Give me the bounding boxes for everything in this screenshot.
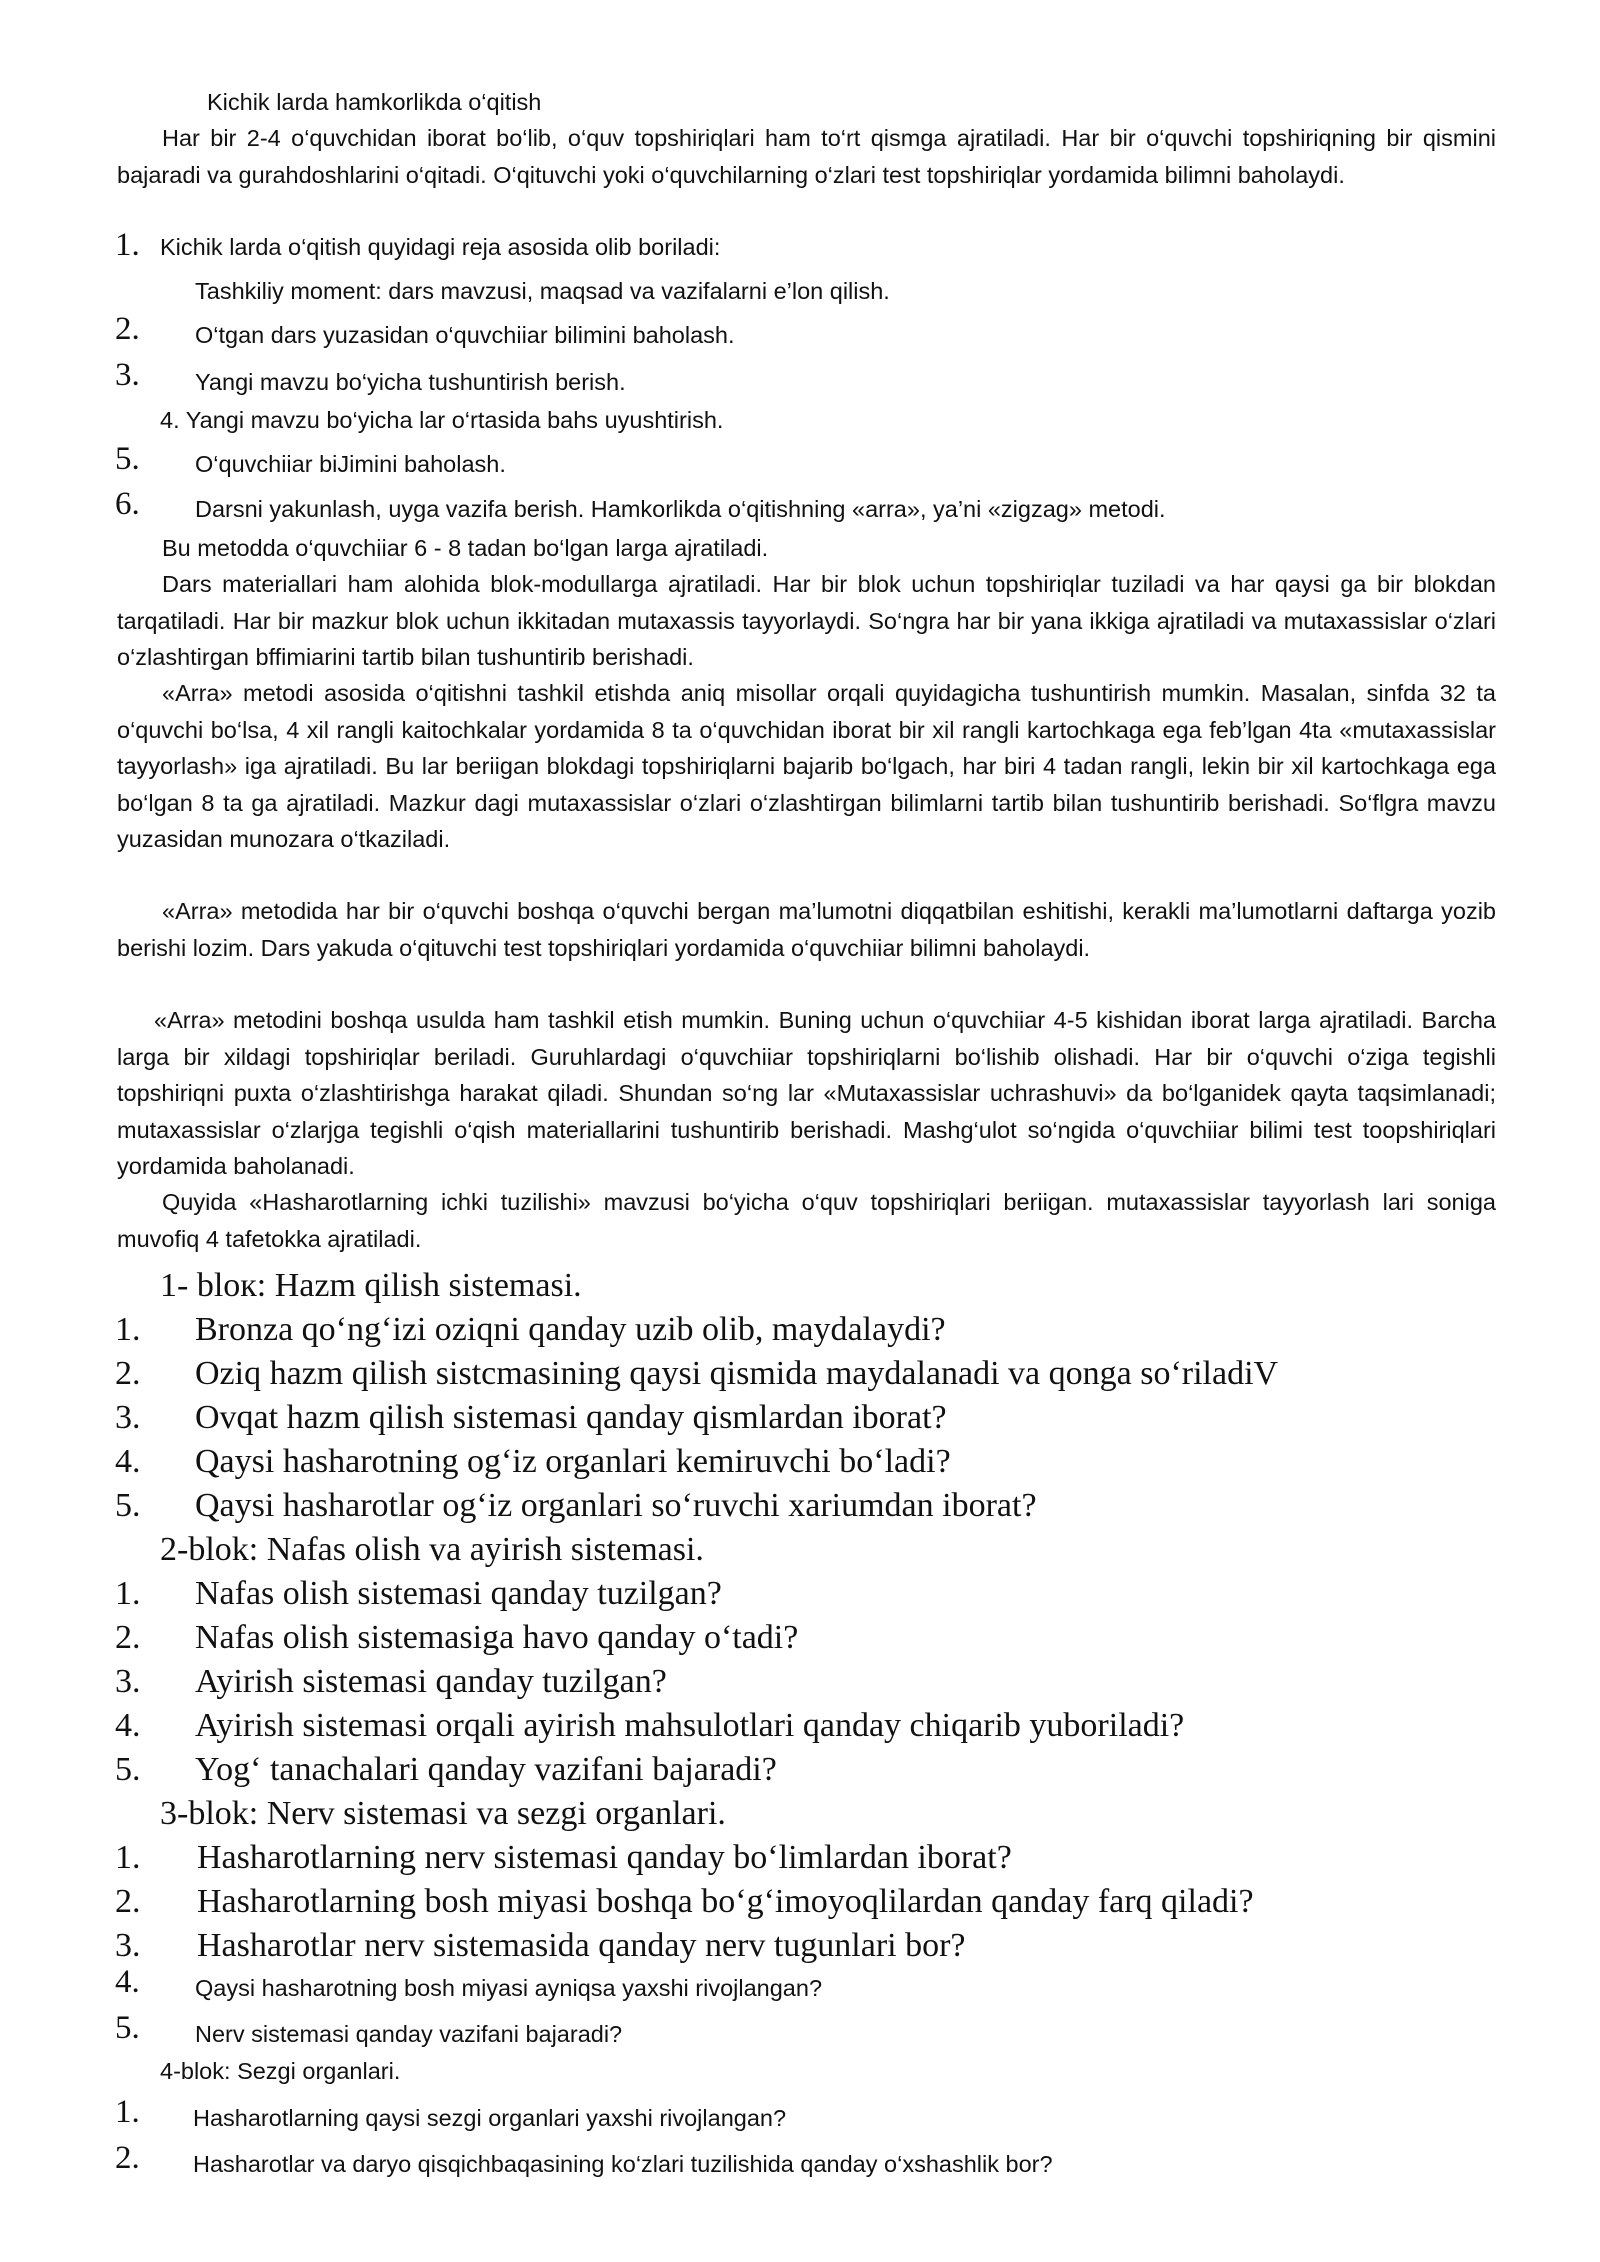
question-text: Yog‘ tanachalari qanday vazifani bajaradi? xyxy=(195,1751,777,1788)
question-number: 5. xyxy=(115,2010,140,2046)
question-number: 1. xyxy=(115,2094,140,2130)
question-text: Qaysi hasharotning og‘iz organlari kemiruvchi bo‘ladi? xyxy=(195,1443,951,1480)
plan-item-text: O‘quvchiiar biJimini baholash. xyxy=(195,451,506,477)
plan-item-number: 2. xyxy=(115,311,140,347)
paragraph-arra-alternative: «Arra» metodini boshqa usulda ham tashkil etish mumkin. Buning uchun o‘quvchiiar 4-5 kishidan iborat larga ajratiladi. Barcha larga bir xildagi topshiriqlar beriladi. Guruhlardagi o‘quvchiiar topshiriqlarni bo‘lishib olishadi. Har bir o‘quvchi o‘ziga tegishli topshiriqni puxta o‘zlashtirishga harakat qiladi. Shundan so‘ng lar «Mutaxassislar uchrashuvi» da bo‘lganidek qayta taqsimlanadi; mutaxassislar o‘zlarjga tegishli o‘qish materiallarini tushuntirib berishadi. Mashg‘ulot so‘ngida o‘quvchiiar bilimi test toopshiriqlari yordamida baholanadi. xyxy=(117,1007,1496,1179)
intro-paragraph: Har bir 2-4 o‘quvchidan iborat bo‘lib, o‘quv topshiriqlari ham to‘rt qismga ajratiladi. Har bir o‘quvchi topshiriqning bir qismini bajaradi va gurahdoshlarini o‘qitadi. O‘qituvchi yoki o‘quvchilarning o‘zlari test topshiriqlar yordamida bilimni baholaydi. xyxy=(117,125,1496,188)
plan-item-number: 1. xyxy=(115,227,140,263)
question-number: 1. xyxy=(115,1839,141,1876)
block-heading: 3-blok: Nerv sistemasi va sezgi organlari. xyxy=(160,1795,726,1832)
question-number: 4. xyxy=(115,1443,141,1480)
question-text: Nerv sistemasi qanday vazifani bajaradi? xyxy=(195,2021,623,2047)
question-text: Nafas olish sistemasiga havo qanday o‘tadi? xyxy=(195,1619,799,1656)
question-text: Ovqat hazm qilish sistemasi qanday qismlardan iborat? xyxy=(195,1399,947,1436)
question-text: Nafas olish sistemasi qanday tuzilgan? xyxy=(195,1575,722,1612)
paragraph-metod: Bu metodda o‘quvchiiar 6 - 8 tadan bo‘lgan larga ajratiladi. xyxy=(162,535,769,561)
question-text: Hasharotlarning nerv sistemasi qanday bo‘limlardan iborat? xyxy=(197,1839,1012,1876)
plan-intro: Kichik larda o‘qitish quyidagi reja asosida olib boriladi: xyxy=(160,234,721,260)
plan-item-number: 5. xyxy=(115,441,140,477)
question-number: 2. xyxy=(115,1883,141,1920)
block-heading: 4-blok: Sezgi organlari. xyxy=(160,2058,401,2084)
question-number: 2. xyxy=(115,1355,141,1392)
plan-item-text: 4. Yangi mavzu bo‘yicha lar o‘rtasida bahs uyushtirish. xyxy=(160,407,724,433)
document-title: Kichik larda hamkorlikda o‘qitish xyxy=(207,89,542,115)
paragraph-arra-method: «Arra» metodida har bir o‘quvchi boshqa o‘quvchi bergan ma’lumotni diqqatbilan eshitishi, kerakli ma’lumotlarni daftarga yozib berishi lozim. Dars yakuda o‘qituvchi test topshiriqlari yordamida o‘quvchiiar bilimni baholaydi. xyxy=(117,898,1496,961)
plan-item-number: 6. xyxy=(115,486,140,522)
question-text: Hasharotlarning qaysi sezgi organlari yaxshi rivojlangan? xyxy=(193,2105,787,2131)
question-number: 1. xyxy=(115,1311,141,1348)
paragraph-materials: Dars materiallari ham alohida blok-modullarga ajratiladi. Har bir blok uchun topshiriqlar tuziladi va har qaysi ga bir blokdan tarqatiladi. Har bir mazkur blok uchun ikkitadan mutaxassis tayyorlaydi. So‘ngra har bir yana ikkiga ajratiladi va mutaxassislar o‘zlari o‘zlashtirgan bffimiarini tartib bilan tushuntirib berishadi. xyxy=(117,571,1496,670)
plan-item-text: Darsni yakunlash, uyga vazifa berish. Hamkorlikda o‘qitishning «arra», ya’ni «zigzag» metodi. xyxy=(195,496,1166,522)
question-number: 3. xyxy=(115,1399,141,1436)
question-number: 3. xyxy=(115,1927,141,1964)
block-heading: 1- blок: Hazm qilish sistemasi. xyxy=(160,1267,582,1304)
question-number: 5. xyxy=(115,1487,141,1524)
question-number: 1. xyxy=(115,1575,141,1612)
question-text: Ayirish sistemasi qanday tuzilgan? xyxy=(195,1663,667,1700)
question-number: 5. xyxy=(115,1751,141,1788)
question-text: Bronza qo‘ng‘izi oziqni qanday uzib olib, maydalaydi? xyxy=(195,1311,946,1348)
paragraph-topic-intro: Quyida «Hasharotlarning ichki tuzilishi» mavzusi bo‘yicha o‘quv topshiriqlari beriigan. mutaxassislar tayyorlash lari soniga muvofiq 4 tafetokka ajratiladi. xyxy=(117,1189,1496,1252)
question-text: Qaysi hasharotlar og‘iz organlari so‘ruvchi xariumdan iborat? xyxy=(195,1487,1037,1524)
plan-item-text: Tashkiliy moment: dars mavzusi, maqsad va vazifalarni e’lon qilish. xyxy=(195,278,890,304)
question-text: Qaysi hasharotning bosh miyasi ayniqsa yaxshi rivojlangan? xyxy=(195,1975,823,2001)
question-number: 4. xyxy=(115,1964,140,2000)
plan-item-text: Yangi mavzu bo‘yicha tushuntirish berish. xyxy=(195,369,626,395)
question-number: 2. xyxy=(115,1619,141,1656)
question-text: Hasharotlar nerv sistemasida qanday nerv tugunlari bor? xyxy=(197,1927,966,1964)
plan-item-text: O‘tgan dars yuzasidan o‘quvchiiar bilimini baholash. xyxy=(195,322,735,348)
paragraph-example: «Arra» metodi asosida o‘qitishni tashkil etishda aniq misollar orqali quyidagicha tushuntirish mumkin. Masalan, sinfda 32 ta o‘quvchi bo‘lsa, 4 xil rangli kaitochkalar yordamida 8 ta o‘quvchidan iborat bir xil rangli kartochkaga ega feb’lgan 4ta «mutaxassislar tayyorlash» iga ajratiladi. Bu lar beriigan blokdagi topshiriqlarni bajarib bo‘lgach, har biri 4 tadan rangli, lekin bir xil kartochkaga ega bo‘lgan 8 ta ga ajratiladi. Mazkur dagi mutaxassislar o‘zlari o‘zlashtirgan bilimlarni tartib bilan tushuntirib berishadi. So‘flgra mavzu yuzasidan munozara o‘tkaziladi. xyxy=(117,680,1496,852)
question-text: Oziq hazm qilish sistcmasining qaysi qismida maydalanadi va qonga so‘riladiV xyxy=(195,1355,1279,1392)
question-number: 3. xyxy=(115,1663,141,1700)
question-number: 4. xyxy=(115,1707,141,1744)
question-text: Ayirish sistemasi orqali ayirish mahsulotlari qanday chiqarib yuboriladi? xyxy=(195,1707,1185,1744)
block-heading: 2-blok: Nafas olish va ayirish sistemasi. xyxy=(160,1531,704,1568)
question-number: 2. xyxy=(115,2140,140,2176)
question-text: Hasharotlarning bosh miyasi boshqa bo‘g‘imoyoqlilardan qanday farq qiladi? xyxy=(197,1883,1254,1920)
question-text: Hasharotlar va daryo qisqichbaqasining ko‘zlari tuzilishida qanday o‘xshashlik bor? xyxy=(193,2151,1053,2177)
plan-item-number: 3. xyxy=(115,357,140,393)
